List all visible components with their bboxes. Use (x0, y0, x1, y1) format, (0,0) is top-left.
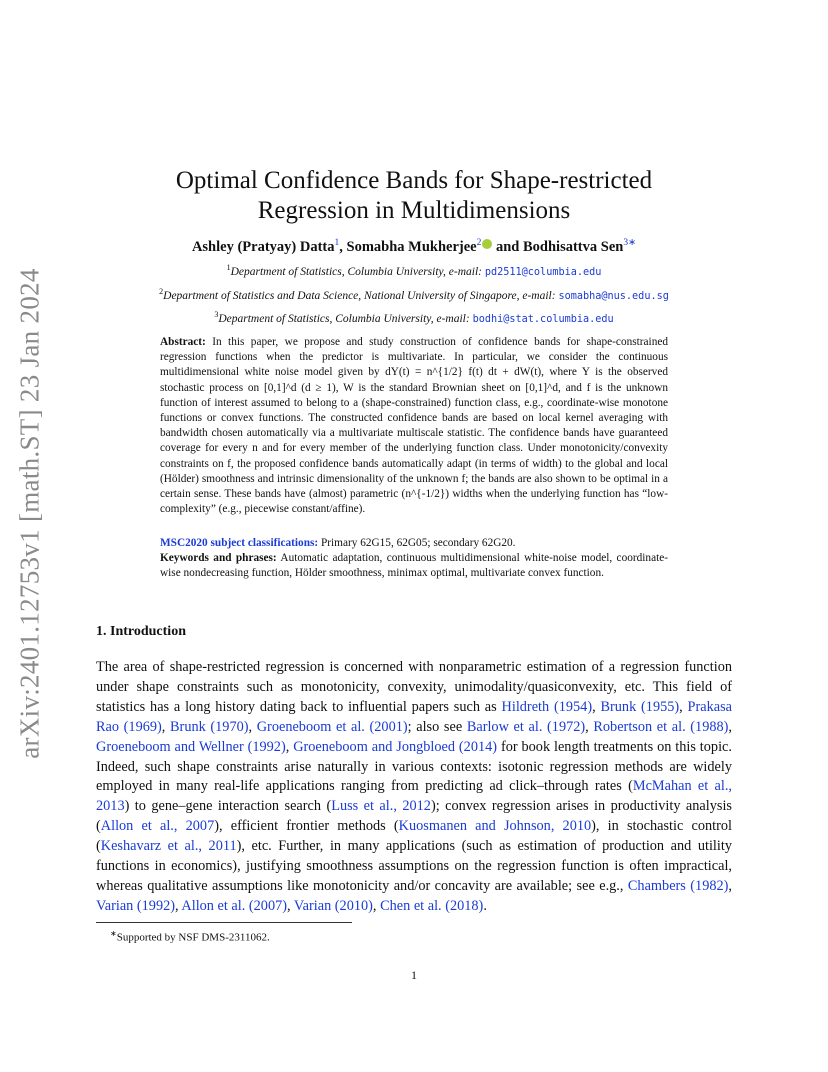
body-text: ; also see (407, 718, 467, 735)
introduction-paragraph (96, 658, 732, 917)
citation-link[interactable]: Varian (1992) (96, 897, 176, 914)
body-text: ), etc. Further, in many applications (such as estimation of production and utility functions in economics), justifying smoothness assumptions on the regression function is often impractical, whereas qualitative assumptions like monotonicity and/or concavity are available; see e.g., (96, 838, 732, 894)
body-text: ) to gene–gene interaction search ( (124, 798, 332, 815)
title-line-1: Optimal Confidence Bands for Shape-restricted (175, 167, 653, 194)
keywords-text: Automatic adaptation, continuous multidimensional white-noise model, coordinate-wise nondecreasing function, Hölder smoothness, minimax optimal, multivariate convex function. (160, 552, 668, 580)
footnote-divider (96, 922, 352, 923)
author-2-affil-ref[interactable]: 2 (476, 238, 482, 248)
footnote-marker: ∗ (110, 929, 117, 938)
citation-link[interactable]: McMahan et al., 2013 (96, 778, 732, 815)
body-text: , (285, 738, 294, 755)
citation-link[interactable]: Kuosmanen and Johnson, 2010 (398, 818, 592, 835)
author-3-affil-ref[interactable]: 3∗ (623, 238, 637, 248)
arxiv-identifier[interactable]: arXiv:2401.12753v1 [math.ST] 23 Jan 2024 (14, 267, 45, 759)
citation-link[interactable]: Hildreth (1954) (501, 698, 593, 715)
body-text: , (372, 897, 381, 914)
body-text: , (728, 877, 732, 894)
email-link[interactable]: somabha@nus.edu.sg (558, 290, 669, 302)
paper-title (96, 166, 732, 226)
body-text: , (248, 718, 257, 735)
body-text: for book length treatments on this topic. Indeed, such shape constraints arise naturally in various contexts: isotonic regression methods are widely employed in many real-life applications ranging from predicting ad click–through rates ( (96, 738, 732, 795)
author-1: Ashley (Pratyay) Datta (191, 238, 335, 255)
page-number: 1 (411, 968, 417, 982)
abstract-body: In this paper, we propose and study construction of confidence bands for shape-constrained regression functions when the predictor is multivariate. In particular, we consider the continuous multidimensional white noise model given by dY(t) = n^{1/2} f(t) dt + dW(t), where Y is the observed stochastic process on [0,1]^d (d ≥ 1), W is the standard Brownian sheet on [0,1]^d, and f is the unknown function of interest assumed to belong to a (shape-constrained) function class, e.g., coordinate-wise monotone functions or convex functions. The constructed confidence bands are based on local kernel averaging with bandwidth chosen automatically via a multivariate multiscale statistic. The confidence bands have guaranteed coverage for every n and for every member of the underlying function class. Under monotonicity/convexity constraints on f, the proposed confidence bands automatically adapt (in terms of width) to the global and local (Hölder) smoothness and intrinsic dimensionality of the unknown f; the bands are also shown to be optimal in a certain sense. These bands have (almost) parametric (n^{-1/2}) widths when the underlying function has “low-complexity” (e.g., piecewise constant/affine). (160, 336, 669, 516)
author-3: Bodhisattva Sen (523, 238, 624, 255)
orcid-icon[interactable] (482, 239, 492, 249)
affiliation-2 (60, 287, 768, 302)
arxiv-stamp (12, 267, 48, 759)
body-text: ), in stochastic control ( (96, 818, 732, 855)
author-separator: , (339, 238, 347, 255)
citation-link[interactable]: Varian (2010) (293, 897, 373, 914)
footnote (110, 929, 270, 944)
citation-link[interactable]: Groeneboom et al. (2001) (256, 718, 408, 735)
abstract-heading: Abstract: (160, 336, 206, 348)
affiliation-text: Department of Statistics and Data Science, National University of Singapore, e-mail: (163, 289, 559, 302)
author-2: Somabha Mukherjee (346, 238, 477, 255)
body-text: , (585, 718, 594, 735)
citation-link[interactable]: Barlow et al. (1972) (466, 718, 586, 735)
body-text: ), efficient frontier methods ( (214, 818, 399, 835)
abstract (160, 335, 668, 517)
affiliation-number: 1 (226, 263, 231, 272)
citation-link[interactable]: Robertson et al. (1988) (593, 718, 729, 735)
author-separator: and (492, 238, 523, 255)
affiliation-number: 3 (214, 310, 219, 319)
affiliation-1 (60, 263, 768, 278)
citation-link[interactable]: Prakasa Rao (1969) (96, 698, 733, 735)
body-text: The area of shape-restricted regression is concerned with nonparametric estimation of a regression function under shape constraints such as monotonicity, convexity, unimodality/quasiconvexity, etc. This field of statistics has a long history dating back to influential papers such as (96, 659, 732, 715)
body-text: , (287, 897, 294, 914)
msc-link[interactable]: MSC2020 subject classifications: (160, 537, 319, 549)
author-list (96, 237, 732, 256)
affiliation-text: Department of Statistics, Columbia University, e-mail: (230, 265, 485, 278)
citation-link[interactable]: Brunk (1970) (170, 718, 249, 735)
email-link[interactable]: bodhi@stat.columbia.edu (472, 313, 614, 325)
citation-link[interactable]: Groeneboom and Wellner (1992) (96, 738, 286, 755)
affiliation-3 (60, 310, 768, 325)
citation-link[interactable]: Luss et al., 2012 (331, 798, 431, 815)
email-link[interactable]: pd2511@columbia.edu (484, 266, 602, 278)
body-text: , (161, 718, 171, 735)
citation-link[interactable]: Brunk (1955) (600, 698, 680, 715)
citation-link[interactable]: Allon et al., 2007 (100, 818, 215, 835)
title-line-2: Regression in Multidimensions (257, 197, 571, 224)
body-text: , (728, 718, 732, 735)
citation-link[interactable]: Chambers (1982) (627, 877, 729, 894)
citation-link[interactable]: Chen et al. (2018) (380, 897, 484, 914)
citation-link[interactable]: Groeneboom and Jongbloed (2014) (293, 738, 498, 755)
body-text: , (592, 698, 601, 715)
body-text: ); convex regression arises in productivity analysis ( (96, 798, 732, 835)
citation-link[interactable]: Allon et al. (2007) (181, 897, 288, 914)
affiliation-text: Department of Statistics, Columbia University, e-mail: (218, 312, 473, 325)
footnote-text: Supported by NSF DMS-2311062. (116, 931, 270, 944)
classifications-block (160, 536, 668, 582)
keywords-line (160, 551, 668, 581)
body-text: . (483, 897, 487, 914)
msc-line (160, 536, 668, 551)
body-text: , (679, 698, 688, 715)
body-text: , (175, 897, 182, 914)
section-heading: 1. Introduction (96, 624, 186, 639)
msc-codes: Primary 62G15, 62G05; secondary 62G20. (318, 537, 516, 549)
citation-link[interactable]: Keshavarz et al., 2011 (100, 838, 237, 855)
affiliation-number: 2 (159, 287, 164, 296)
keywords-label: Keywords and phrases: (160, 552, 277, 565)
author-1-affil-ref[interactable]: 1 (334, 238, 340, 248)
